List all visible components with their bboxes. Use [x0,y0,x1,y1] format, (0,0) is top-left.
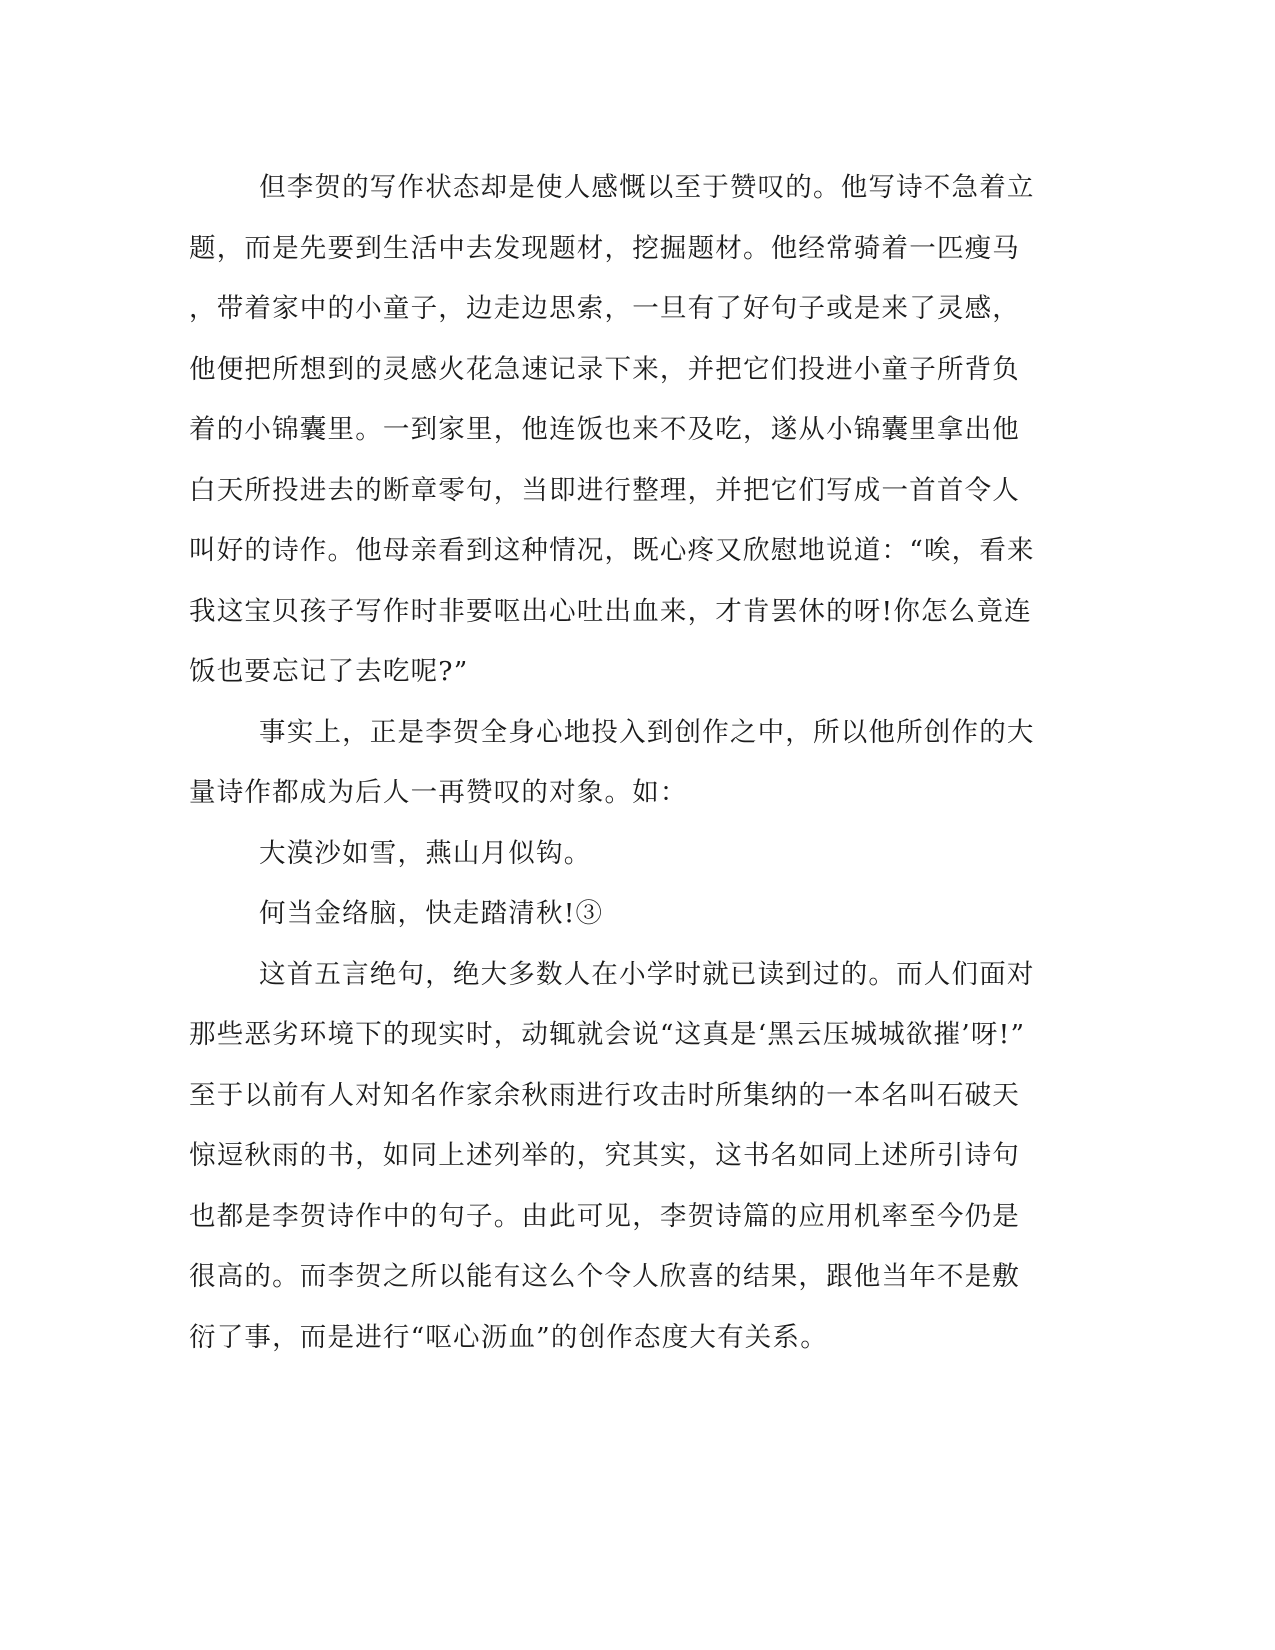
text-line: 事实上，正是李贺全身心地投入到创作之中，所以他所创作的大 [259,716,1035,748]
text-line: 白天所投进去的断章零句，当即进行整理，并把它们写成一首首令人 [189,474,1020,506]
text-line: 很高的。而李贺之所以能有这么个令人欣喜的结果，跟他当年不是敷 [189,1261,1020,1292]
poem-line: 何当金络脑，快走踏清秋!③ [259,898,604,929]
text-line: 饭也要忘记了去吃呢?” [189,656,469,687]
text-line: 但李贺的写作状态却是使人感慨以至于赞叹的。他写诗不急着立 [259,172,1035,203]
text-line: 他便把所想到的灵感火花急速记录下来，并把它们投进小童子所背负 [189,353,1020,385]
poem-line: 大漠沙如雪，燕山月似钩。 [259,837,592,869]
text-line: 题，而是先要到生活中去发现题材，挖掘题材。他经常骑着一匹瘦马 [189,232,1020,264]
document-body [189,158,1089,1368]
text-line: 至于以前有人对知名作家余秋雨进行攻击时所集纳的一本名叫石破天 [189,1079,1020,1111]
text-line: 量诗作都成为后人一再赞叹的对象。如： [189,777,688,808]
text-line: 那些恶劣环境下的现实时，动辄就会说“这真是‘黑云压城城欲摧’呀!” [189,1019,1026,1050]
text-line: 这首五言绝句，绝大多数人在小学时就已读到过的。而人们面对 [259,958,1035,990]
text-line: 衍了事，而是进行“呕心沥血”的创作态度大有关系。 [189,1321,828,1353]
text-line: 叫好的诗作。他母亲看到这种情况，既心疼又欣慰地说道：“唉，看来 [189,535,1035,566]
text-line: 我这宝贝孩子写作时非要呕出心吐出血来，才肯罢休的呀!你怎么竟连 [189,595,1032,627]
text-line: 着的小锦囊里。一到家里，他连饭也来不及吃，遂从小锦囊里拿出他 [189,414,1020,445]
text-line: ，带着家中的小童子，边走边思索，一旦有了好句子或是来了灵感， [189,293,1020,324]
text-line: 惊逗秋雨的书，如同上述列举的，究其实，这书名如同上述所引诗句 [189,1140,1020,1171]
text-line: 也都是李贺诗作中的句子。由此可见，李贺诗篇的应用机率至今仍是 [189,1200,1020,1232]
